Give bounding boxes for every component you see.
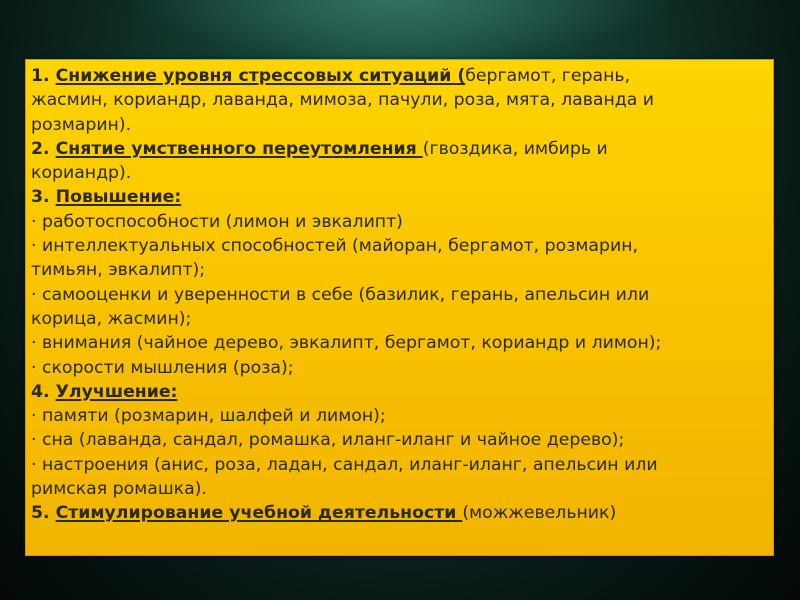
item-text: бергамот, герань, (465, 66, 631, 86)
item-text: (можжевельник) (462, 503, 617, 524)
text-line: · интеллектуальных способностей (майоран, бергамот, розмарин, (31, 236, 639, 257)
text-line: · памяти (розмарин, шалфей и лимон); (31, 406, 386, 427)
item-heading: Снятие умственного переутомления (55, 138, 423, 159)
text-line (31, 185, 771, 209)
text-line: кориандр). (31, 163, 132, 184)
text-line: · самооценки и уверенности в себе (базилик, герань, апельсин или (31, 284, 650, 305)
text-line: · работоспособности (лимон и эвкалипт) (31, 211, 403, 232)
item-number: 4. (31, 381, 56, 402)
item-heading: Стимулирование учебной деятельности (55, 503, 463, 524)
item-heading: Снижение уровня стрессовых ситуаций ( (55, 66, 466, 86)
text-line: · настроения (анис, роза, ладан, сандал, иланг-иланг, апельсин или (31, 454, 658, 475)
text-line: розмарин). (31, 114, 132, 135)
item-number: 2. (31, 138, 56, 159)
slide-text (31, 64, 771, 526)
text-line: жасмин, кориандр, лаванда, мимоза, пачули, роза, мята, лаванда и (31, 90, 655, 111)
item-heading: Повышение: (55, 187, 182, 208)
text-line: тимьян, эвкалипт); (31, 260, 206, 281)
text-line: · внимания (чайное дерево, эвкалипт, бергамот, кориандр и лимон); (31, 333, 662, 354)
text-line: · скорости мышления (роза); (31, 357, 294, 378)
item-number: 5. (31, 503, 56, 524)
item-number: 1. (31, 66, 56, 86)
text-line (31, 380, 771, 404)
item-text: (гвоздика, имбирь и (422, 138, 608, 159)
text-line: римская ромашка). (31, 479, 207, 500)
text-line: · сна (лаванда, сандал, ромашка, иланг-иланг и чайное дерево); (31, 430, 625, 451)
text-line (31, 501, 771, 525)
text-line (31, 64, 771, 88)
content-panel (25, 59, 774, 556)
text-line: корица, жасмин); (31, 308, 192, 329)
text-line (31, 137, 771, 161)
item-heading: Улучшение: (55, 381, 178, 402)
item-number: 3. (31, 187, 56, 208)
background-glow (120, 0, 680, 60)
